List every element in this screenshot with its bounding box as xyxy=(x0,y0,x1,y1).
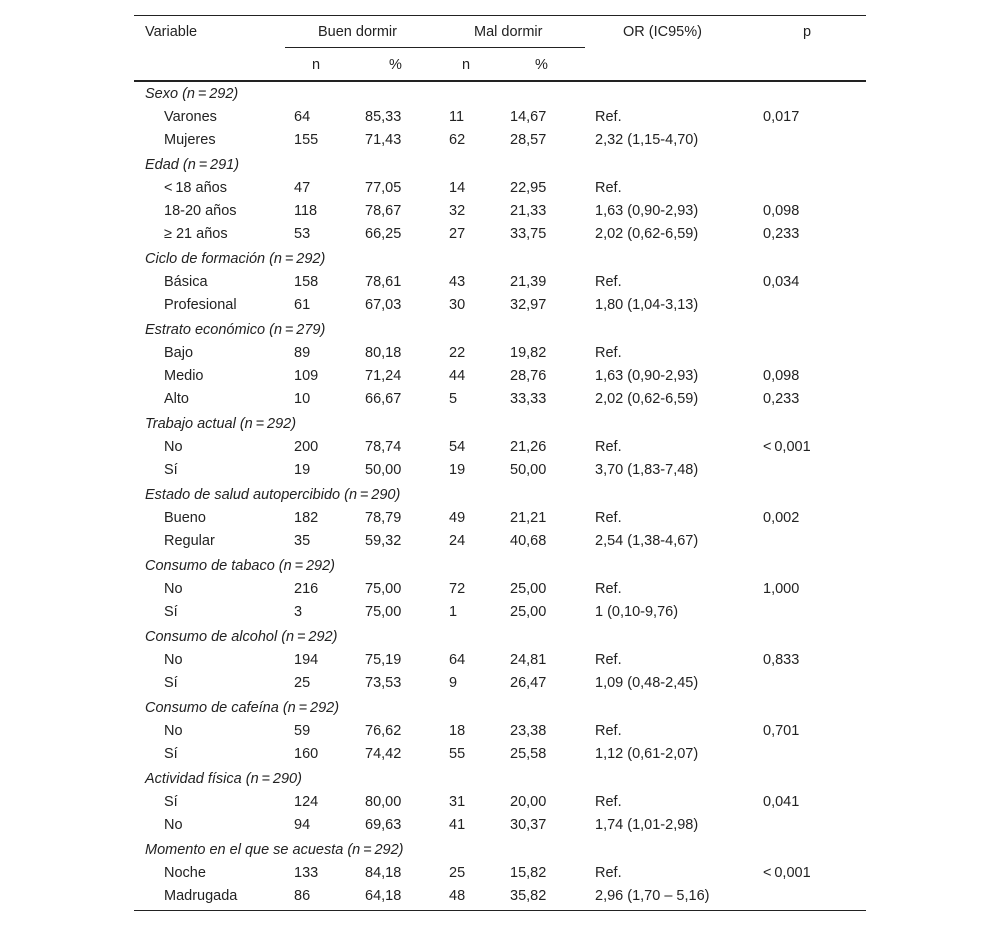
cell-pct-good: 71,24 xyxy=(365,368,402,384)
table-row xyxy=(134,530,866,553)
cell-pct-good: 75,19 xyxy=(365,652,402,668)
cell-pct-bad: 50,00 xyxy=(510,462,547,478)
cell-n-good: 86 xyxy=(294,888,311,904)
cell-or: Ref. xyxy=(595,439,622,455)
cell-pct-bad: 23,38 xyxy=(510,723,547,739)
cell-or: Ref. xyxy=(595,180,622,196)
row-label: No xyxy=(164,817,183,833)
table-row xyxy=(134,791,866,814)
cell-n-good: 10 xyxy=(294,391,311,407)
cell-n-good: 133 xyxy=(294,865,319,881)
table-row xyxy=(134,342,866,365)
table-row xyxy=(134,129,866,152)
cell-pct-good: 75,00 xyxy=(365,581,402,597)
cell-n-good: 53 xyxy=(294,226,311,242)
cell-pct-good: 76,62 xyxy=(365,723,402,739)
header-pct-good: % xyxy=(389,57,402,73)
cell-pct-bad: 25,00 xyxy=(510,604,547,620)
group-title: Estado de salud autopercibido (n = 290) xyxy=(145,487,401,503)
cell-pct-bad: 26,47 xyxy=(510,675,547,691)
cell-pct-good: 66,67 xyxy=(365,391,402,407)
cell-n-good: 182 xyxy=(294,510,319,526)
cell-n-good: 25 xyxy=(294,675,311,691)
table-row xyxy=(134,720,866,743)
cell-pct-good: 75,00 xyxy=(365,604,402,620)
row-label: Profesional xyxy=(164,297,237,313)
bottom-rule xyxy=(134,910,866,911)
cell-pct-good: 77,05 xyxy=(365,180,402,196)
cell-or: 1 (0,10-9,76) xyxy=(595,604,679,620)
cell-n-bad: 49 xyxy=(449,510,466,526)
header-or: OR (IC95%) xyxy=(623,24,702,40)
header-pct-bad: % xyxy=(535,57,548,73)
cell-n-bad: 27 xyxy=(449,226,466,242)
row-label: Sí xyxy=(164,675,178,691)
cell-pct-bad: 14,67 xyxy=(510,109,547,125)
cell-p-value: 0,098 xyxy=(763,368,800,384)
cell-or: Ref. xyxy=(595,345,622,361)
table-row xyxy=(134,743,866,766)
table-row xyxy=(134,106,866,129)
table-row xyxy=(134,601,866,624)
row-label: Básica xyxy=(164,274,208,290)
cell-n-good: 124 xyxy=(294,794,319,810)
header-p: p xyxy=(803,24,812,40)
table-row xyxy=(134,672,866,695)
group-header-row xyxy=(134,697,866,720)
cell-pct-good: 78,79 xyxy=(365,510,402,526)
cell-or: Ref. xyxy=(595,510,622,526)
cell-p-value: < 0,001 xyxy=(763,439,811,455)
cell-p-value: 0,833 xyxy=(763,652,800,668)
cell-n-good: 94 xyxy=(294,817,311,833)
row-label: ≥ 21 años xyxy=(164,226,228,242)
cell-pct-good: 50,00 xyxy=(365,462,402,478)
cell-pct-good: 67,03 xyxy=(365,297,402,313)
cell-p-value: 0,701 xyxy=(763,723,800,739)
cell-or: Ref. xyxy=(595,581,622,597)
cell-n-bad: 14 xyxy=(449,180,466,196)
cell-n-bad: 32 xyxy=(449,203,466,219)
group-title: Estrato económico (n = 279) xyxy=(145,322,326,338)
cell-pct-good: 78,61 xyxy=(365,274,402,290)
cell-p-value: 0,098 xyxy=(763,203,800,219)
header-good-sleep: Buen dormir xyxy=(318,24,397,40)
group-title: Actividad física (n = 290) xyxy=(145,771,302,787)
cell-n-bad: 54 xyxy=(449,439,466,455)
cell-n-bad: 43 xyxy=(449,274,466,290)
row-label: No xyxy=(164,581,183,597)
cell-n-bad: 31 xyxy=(449,794,466,810)
cell-pct-bad: 28,57 xyxy=(510,132,547,148)
cell-or: 2,54 (1,38-4,67) xyxy=(595,533,699,549)
table-row xyxy=(134,388,866,411)
cell-pct-bad: 21,39 xyxy=(510,274,547,290)
group-header-row xyxy=(134,248,866,271)
row-label: Noche xyxy=(164,865,206,881)
cell-pct-good: 74,42 xyxy=(365,746,402,762)
cell-pct-bad: 25,58 xyxy=(510,746,547,762)
row-label: Bajo xyxy=(164,345,194,361)
cell-pct-good: 80,00 xyxy=(365,794,402,810)
cell-n-good: 194 xyxy=(294,652,319,668)
cell-n-good: 155 xyxy=(294,132,319,148)
cell-n-bad: 62 xyxy=(449,132,466,148)
cell-pct-bad: 30,37 xyxy=(510,817,547,833)
cell-p-value: < 0,001 xyxy=(763,865,811,881)
row-label: Sí xyxy=(164,604,178,620)
cell-or: 1,09 (0,48-2,45) xyxy=(595,675,699,691)
row-label: Madrugada xyxy=(164,888,238,904)
group-header-row xyxy=(134,154,866,177)
group-title: Momento en el que se acuesta (n = 292) xyxy=(145,842,404,858)
cell-pct-bad: 21,33 xyxy=(510,203,547,219)
cell-pct-good: 69,63 xyxy=(365,817,402,833)
cell-pct-good: 66,25 xyxy=(365,226,402,242)
group-header-row xyxy=(134,413,866,436)
cell-pct-bad: 25,00 xyxy=(510,581,547,597)
header-variable: Variable xyxy=(145,24,198,40)
cell-pct-bad: 40,68 xyxy=(510,533,547,549)
cell-pct-bad: 19,82 xyxy=(510,345,547,361)
cell-n-good: 59 xyxy=(294,723,311,739)
cell-p-value: 0,017 xyxy=(763,109,800,125)
cell-n-bad: 64 xyxy=(449,652,466,668)
row-label: No xyxy=(164,723,183,739)
group-header-row xyxy=(134,626,866,649)
header-n-bad: n xyxy=(462,57,471,73)
row-label: Alto xyxy=(164,391,189,407)
cell-pct-good: 84,18 xyxy=(365,865,402,881)
cell-n-good: 19 xyxy=(294,462,311,478)
table-row xyxy=(134,507,866,530)
cell-n-good: 216 xyxy=(294,581,319,597)
group-title: Consumo de alcohol (n = 292) xyxy=(145,629,338,645)
cell-or: 2,02 (0,62-6,59) xyxy=(595,391,699,407)
cell-n-good: 200 xyxy=(294,439,319,455)
cell-n-bad: 9 xyxy=(449,675,458,691)
row-label: No xyxy=(164,439,183,455)
group-header-row xyxy=(134,319,866,342)
cell-or: 1,12 (0,61-2,07) xyxy=(595,746,699,762)
cell-or: 3,70 (1,83-7,48) xyxy=(595,462,699,478)
cell-p-value: 0,002 xyxy=(763,510,800,526)
table-row xyxy=(134,200,866,223)
cell-or: 2,96 (1,70 – 5,16) xyxy=(595,888,710,904)
header-bottom-rule xyxy=(134,80,866,82)
group-header-row xyxy=(134,83,866,106)
cell-or: 1,63 (0,90-2,93) xyxy=(595,368,699,384)
cell-pct-good: 78,67 xyxy=(365,203,402,219)
table-row xyxy=(134,436,866,459)
row-label: Varones xyxy=(164,109,217,125)
table-row xyxy=(134,814,866,837)
cell-n-bad: 1 xyxy=(449,604,458,620)
cell-n-bad: 44 xyxy=(449,368,466,384)
cell-pct-bad: 35,82 xyxy=(510,888,547,904)
row-label: Regular xyxy=(164,533,215,549)
cell-n-bad: 18 xyxy=(449,723,466,739)
cell-or: 2,02 (0,62-6,59) xyxy=(595,226,699,242)
group-header-rule xyxy=(285,47,585,48)
cell-n-good: 64 xyxy=(294,109,311,125)
cell-n-good: 160 xyxy=(294,746,319,762)
row-label: Sí xyxy=(164,462,178,478)
cell-p-value: 0,041 xyxy=(763,794,800,810)
cell-n-bad: 5 xyxy=(449,391,458,407)
cell-p-value: 0,233 xyxy=(763,226,800,242)
top-rule xyxy=(134,15,866,16)
table-row xyxy=(134,177,866,200)
group-title: Trabajo actual (n = 292) xyxy=(145,416,297,432)
cell-pct-good: 64,18 xyxy=(365,888,402,904)
row-label: 18-20 años xyxy=(164,203,237,219)
table-row xyxy=(134,459,866,482)
cell-n-bad: 72 xyxy=(449,581,466,597)
cell-n-good: 3 xyxy=(294,604,303,620)
cell-n-bad: 24 xyxy=(449,533,466,549)
table-row xyxy=(134,649,866,672)
cell-pct-good: 59,32 xyxy=(365,533,402,549)
cell-pct-bad: 21,21 xyxy=(510,510,547,526)
row-label: Mujeres xyxy=(164,132,216,148)
cell-pct-bad: 21,26 xyxy=(510,439,547,455)
table-row xyxy=(134,223,866,246)
group-title: Ciclo de formación (n = 292) xyxy=(145,251,326,267)
cell-pct-good: 71,43 xyxy=(365,132,402,148)
cell-n-bad: 19 xyxy=(449,462,466,478)
table-row xyxy=(134,365,866,388)
cell-pct-bad: 32,97 xyxy=(510,297,547,313)
cell-or: Ref. xyxy=(595,794,622,810)
group-title: Consumo de tabaco (n = 292) xyxy=(145,558,335,574)
group-header-row xyxy=(134,555,866,578)
cell-n-bad: 22 xyxy=(449,345,466,361)
cell-n-good: 61 xyxy=(294,297,311,313)
cell-or: Ref. xyxy=(595,274,622,290)
cell-pct-good: 78,74 xyxy=(365,439,402,455)
header-n-good: n xyxy=(312,57,321,73)
cell-or: Ref. xyxy=(595,723,622,739)
cell-pct-good: 73,53 xyxy=(365,675,402,691)
row-label: < 18 años xyxy=(164,180,227,196)
row-label: Sí xyxy=(164,794,178,810)
cell-n-bad: 41 xyxy=(449,817,466,833)
cell-n-good: 89 xyxy=(294,345,311,361)
cell-n-bad: 25 xyxy=(449,865,466,881)
row-label: Sí xyxy=(164,746,178,762)
cell-p-value: 0,034 xyxy=(763,274,800,290)
cell-or: Ref. xyxy=(595,865,622,881)
cell-pct-good: 80,18 xyxy=(365,345,402,361)
cell-pct-bad: 15,82 xyxy=(510,865,547,881)
cell-pct-bad: 28,76 xyxy=(510,368,547,384)
cell-n-bad: 48 xyxy=(449,888,466,904)
cell-pct-bad: 33,33 xyxy=(510,391,547,407)
header-bad-sleep: Mal dormir xyxy=(474,24,543,40)
group-header-row xyxy=(134,484,866,507)
table-row xyxy=(134,578,866,601)
cell-n-good: 118 xyxy=(294,203,318,219)
cell-p-value: 1,000 xyxy=(763,581,800,597)
group-header-row xyxy=(134,839,866,862)
cell-or: 1,80 (1,04-3,13) xyxy=(595,297,699,313)
cell-pct-bad: 33,75 xyxy=(510,226,547,242)
table-row xyxy=(134,885,866,908)
cell-or: 1,63 (0,90-2,93) xyxy=(595,203,699,219)
cell-or: 1,74 (1,01-2,98) xyxy=(595,817,699,833)
cell-n-bad: 30 xyxy=(449,297,466,313)
table-row xyxy=(134,271,866,294)
cell-p-value: 0,233 xyxy=(763,391,800,407)
row-label: No xyxy=(164,652,183,668)
cell-or: Ref. xyxy=(595,109,622,125)
cell-pct-bad: 20,00 xyxy=(510,794,547,810)
cell-n-good: 47 xyxy=(294,180,311,196)
cell-pct-bad: 22,95 xyxy=(510,180,547,196)
cell-n-good: 109 xyxy=(294,368,319,384)
group-header-row xyxy=(134,768,866,791)
cell-n-good: 158 xyxy=(294,274,319,290)
table-row xyxy=(134,294,866,317)
cell-pct-good: 85,33 xyxy=(365,109,402,125)
cell-or: 2,32 (1,15-4,70) xyxy=(595,132,699,148)
cell-n-bad: 55 xyxy=(449,746,466,762)
table-row xyxy=(134,862,866,885)
row-label: Bueno xyxy=(164,510,206,526)
group-title: Sexo (n = 292) xyxy=(145,86,239,102)
cell-n-bad: 11 xyxy=(449,109,465,125)
row-label: Medio xyxy=(164,368,204,384)
cell-or: Ref. xyxy=(595,652,622,668)
cell-n-good: 35 xyxy=(294,533,311,549)
group-title: Edad (n = 291) xyxy=(145,157,240,173)
cell-pct-bad: 24,81 xyxy=(510,652,547,668)
group-title: Consumo de cafeína (n = 292) xyxy=(145,700,340,716)
